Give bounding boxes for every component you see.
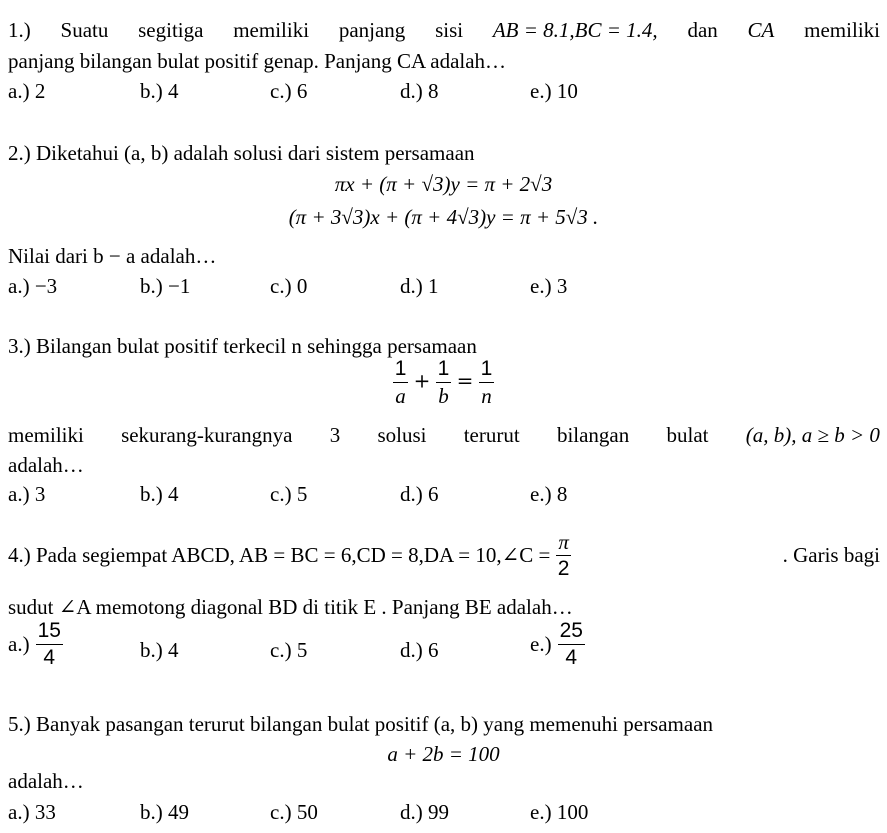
q3-word: sekurang-kurangnya [121, 423, 293, 447]
q4-option-c[interactable]: c.) 5 [270, 638, 308, 662]
q1-line1 [8, 20, 880, 41]
q1-word: AB = 8.1,BC = 1.4, [492, 18, 658, 42]
q3-option-c[interactable]: c.) 5 [270, 482, 308, 506]
q5-line1: 5.) Banyak pasangan terurut bilangan bulat positif (a, b) yang memenuhi persamaan [8, 712, 714, 736]
q5-option-d[interactable]: d.) 99 [400, 800, 449, 824]
q1-word: 1.) [8, 18, 31, 42]
q2-equation-2: (π + 3√3)x + (π + 4√3)y = π + 5√3 . [288, 205, 599, 229]
q5-option-b[interactable]: b.) 49 [140, 800, 189, 824]
q3-option-a[interactable]: a.) 3 [8, 482, 46, 506]
q1-option-e[interactable]: e.) 10 [530, 79, 578, 103]
q3-word: 3 [329, 423, 341, 447]
q4-line2: sudut ∠A memotong diagonal BD di titik E . Panjang BE adalah… [8, 595, 573, 619]
q4-option-a-num: 15 [36, 620, 63, 645]
q4-frac-pi-2 [556, 531, 571, 580]
q1-option-c[interactable]: c.) 6 [270, 79, 308, 103]
q1-word: sisi [435, 18, 464, 42]
q3-frac-b-den: b [438, 384, 449, 409]
q1-word: segitiga [138, 18, 204, 42]
q2-line2: Nilai dari b − a adalah… [8, 244, 217, 268]
q1-word: Suatu [60, 18, 109, 42]
q3-word: memiliki [8, 423, 84, 447]
q5-option-c[interactable]: c.) 50 [270, 800, 318, 824]
q2-equation-1: πx + (π + √3)y = π + 2√3 [334, 172, 553, 196]
q4-option-a-label: a.) [8, 632, 30, 657]
q1-word: panjang [338, 18, 406, 42]
q2-option-b[interactable]: b.) −1 [140, 274, 191, 298]
q2-option-e[interactable]: e.) 3 [530, 274, 568, 298]
q4-option-d[interactable]: d.) 6 [400, 638, 439, 662]
q3-word: solusi [377, 423, 427, 447]
q3-frac-b-num: 1 [436, 358, 452, 383]
q1-word: memiliki [804, 18, 880, 42]
q3-frac-n [479, 358, 495, 407]
q3-frac-a [393, 358, 409, 407]
q3-line2 [8, 425, 880, 446]
q4-option-a-frac [36, 620, 63, 669]
q3-frac-n-num: 1 [479, 358, 495, 383]
q4-option-e-num: 25 [558, 620, 585, 645]
q1-option-a[interactable]: a.) 2 [8, 79, 46, 103]
q3-frac-a-den: a [395, 384, 406, 409]
q3-word: bulat [666, 423, 709, 447]
q5-equation: a + 2b = 100 [387, 742, 500, 766]
q3-option-b[interactable]: b.) 4 [140, 482, 179, 506]
q3-line1: 3.) Bilangan bulat positif terkecil n sehingga persamaan [8, 334, 477, 358]
q3-line3: adalah… [8, 453, 84, 477]
q3-word: terurut [463, 423, 520, 447]
q1-option-b[interactable]: b.) 4 [140, 79, 179, 103]
q4-option-e[interactable] [530, 620, 585, 669]
q5-option-e[interactable]: e.) 100 [530, 800, 589, 824]
q2-option-a[interactable]: a.) −3 [8, 274, 58, 298]
q3-frac-n-den: n [481, 384, 492, 409]
q3-word: bilangan [556, 423, 630, 447]
q3-plus: + [413, 368, 431, 393]
q5-line2: adalah… [8, 769, 84, 793]
q2-line1: 2.) Diketahui (a, b) adalah solusi dari sistem persamaan [8, 141, 475, 165]
q4-line1-right: . Garis bagi [782, 543, 880, 568]
q4-option-a-den: 4 [43, 646, 56, 670]
q4-frac-den: 2 [557, 557, 570, 581]
q3-option-d[interactable]: d.) 6 [400, 482, 439, 506]
q3-word: (a, b), a ≥ b > 0 [745, 423, 880, 447]
q4-option-e-label: e.) [530, 632, 552, 657]
q4-line1 [8, 531, 880, 580]
q1-word: dan [687, 18, 718, 42]
q1-word: memiliki [233, 18, 310, 42]
q3-equals: = [456, 368, 474, 393]
q4-option-b[interactable]: b.) 4 [140, 638, 179, 662]
q1-word: CA [747, 18, 775, 42]
q4-option-e-frac [558, 620, 585, 669]
q1-line2: panjang bilangan bulat positif genap. Panjang CA adalah… [8, 49, 507, 73]
q3-frac-a-num: 1 [393, 358, 409, 383]
q4-line1-left: 4.) Pada segiempat ABCD, AB = BC = 6,CD = 8,DA = 10,∠C = [8, 543, 551, 568]
q3-frac-b [436, 358, 452, 407]
q4-option-e-den: 4 [565, 646, 578, 670]
q2-option-d[interactable]: d.) 1 [400, 274, 439, 298]
q4-option-a[interactable] [8, 620, 63, 669]
q3-equation [0, 358, 887, 407]
q3-option-e[interactable]: e.) 8 [530, 482, 568, 506]
q2-option-c[interactable]: c.) 0 [270, 274, 308, 298]
q5-option-a[interactable]: a.) 33 [8, 800, 56, 824]
q1-option-d[interactable]: d.) 8 [400, 79, 439, 103]
q4-frac-num: π [556, 531, 571, 556]
